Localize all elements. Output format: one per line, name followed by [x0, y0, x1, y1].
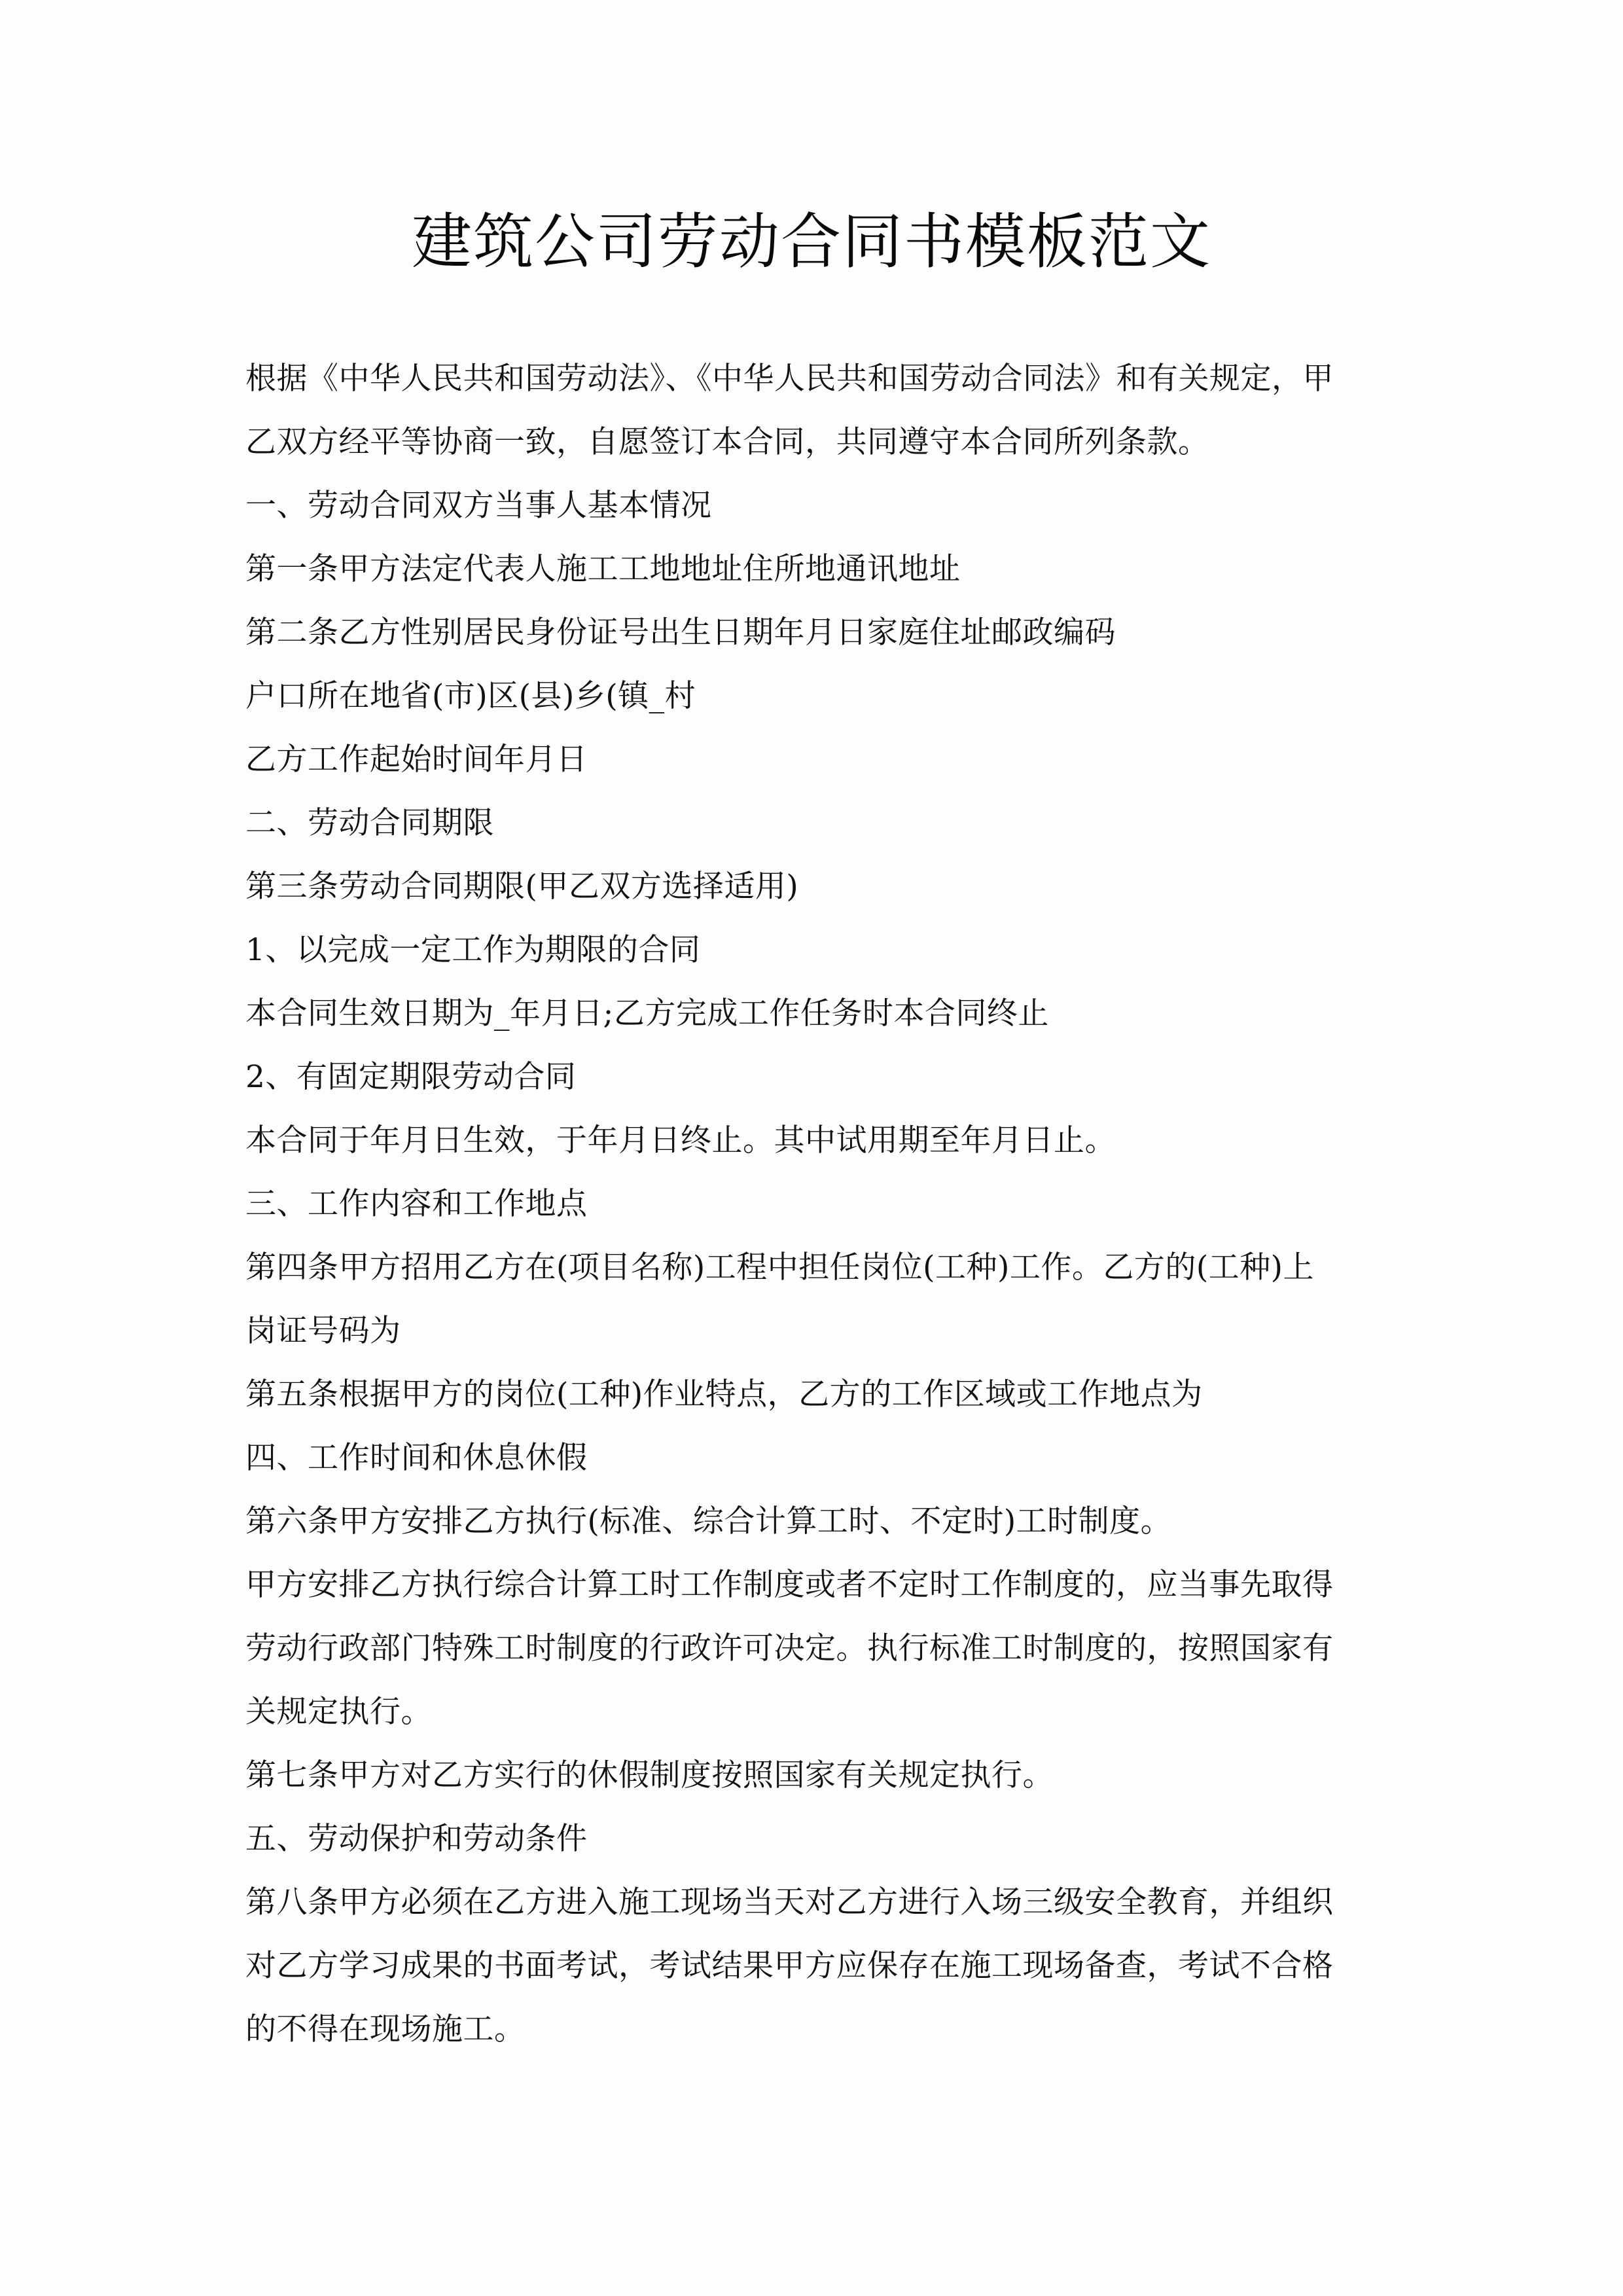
intro-paragraph-line-2: 乙双方经平等协商一致，自愿签订本合同，共同遵守本合同所列条款。 — [245, 424, 1209, 460]
article-4-line-1: 第四条甲方招用乙方在(项目名称)工程中担任岗位(工种)工作。乙方的(工种)上 — [245, 1249, 1315, 1285]
section-heading-1: 一、劳动合同双方当事人基本情况 — [245, 488, 712, 524]
article-7: 第七条甲方对乙方实行的休假制度按照国家有关规定执行。 — [245, 1757, 1054, 1793]
section-heading-4: 四、工作时间和休息休假 — [245, 1440, 588, 1476]
article-2-household-registration: 户口所在地省(市)区(县)乡(镇_村 — [245, 678, 696, 714]
article-6-paragraph-line-3: 关规定执行。 — [245, 1694, 432, 1730]
article-8-line-3: 的不得在现场施工。 — [245, 2011, 526, 2047]
article-8-line-2: 对乙方学习成果的书面考试，考试结果甲方应保存在施工现场备查，考试不合格 — [245, 1948, 1334, 1984]
article-3-option-1-detail: 本合同生效日期为_年月日;乙方完成工作任务时本合同终止 — [245, 996, 1049, 1031]
section-heading-3: 三、工作内容和工作地点 — [245, 1186, 588, 1222]
article-6-paragraph-line-2: 劳动行政部门特殊工时制度的行政许可决定。执行标准工时制度的，按照国家有 — [245, 1630, 1334, 1666]
article-3-option-2: 2、有固定期限劳动合同 — [245, 1059, 577, 1095]
intro-paragraph-line-1: 根据《中华人民共和国劳动法》、《中华人民共和国劳动合同法》和有关规定，甲 — [245, 361, 1334, 397]
article-4-line-2: 岗证号码为 — [245, 1313, 401, 1349]
document-title: 建筑公司劳动合同书模板范文 — [411, 207, 1211, 277]
article-3-option-1: 1、以完成一定工作为期限的合同 — [245, 932, 701, 968]
article-8-line-1: 第八条甲方必须在乙方进入施工现场当天对乙方进行入场三级安全教育，并组织 — [245, 1884, 1334, 1920]
article-6: 第六条甲方安排乙方执行(标准、综合计算工时、不定时)工时制度。 — [245, 1503, 1172, 1539]
article-2-start-date: 乙方工作起始时间年月日 — [245, 742, 588, 778]
article-3: 第三条劳动合同期限(甲乙双方选择适用) — [245, 869, 799, 905]
section-heading-5: 五、劳动保护和劳动条件 — [245, 1821, 588, 1857]
article-2: 第二条乙方性别居民身份证号出生日期年月日家庭住址邮政编码 — [245, 615, 1116, 651]
article-5: 第五条根据甲方的岗位(工种)作业特点，乙方的工作区域或工作地点为 — [245, 1376, 1203, 1412]
article-3-option-2-detail: 本合同于年月日生效，于年月日终止。其中试用期至年月日止。 — [245, 1122, 1116, 1158]
article-6-paragraph-line-1: 甲方安排乙方执行综合计算工时工作制度或者不定时工作制度的，应当事先取得 — [245, 1567, 1334, 1603]
article-1: 第一条甲方法定代表人施工工地地址住所地通讯地址 — [245, 551, 961, 587]
section-heading-2: 二、劳动合同期限 — [245, 805, 494, 841]
